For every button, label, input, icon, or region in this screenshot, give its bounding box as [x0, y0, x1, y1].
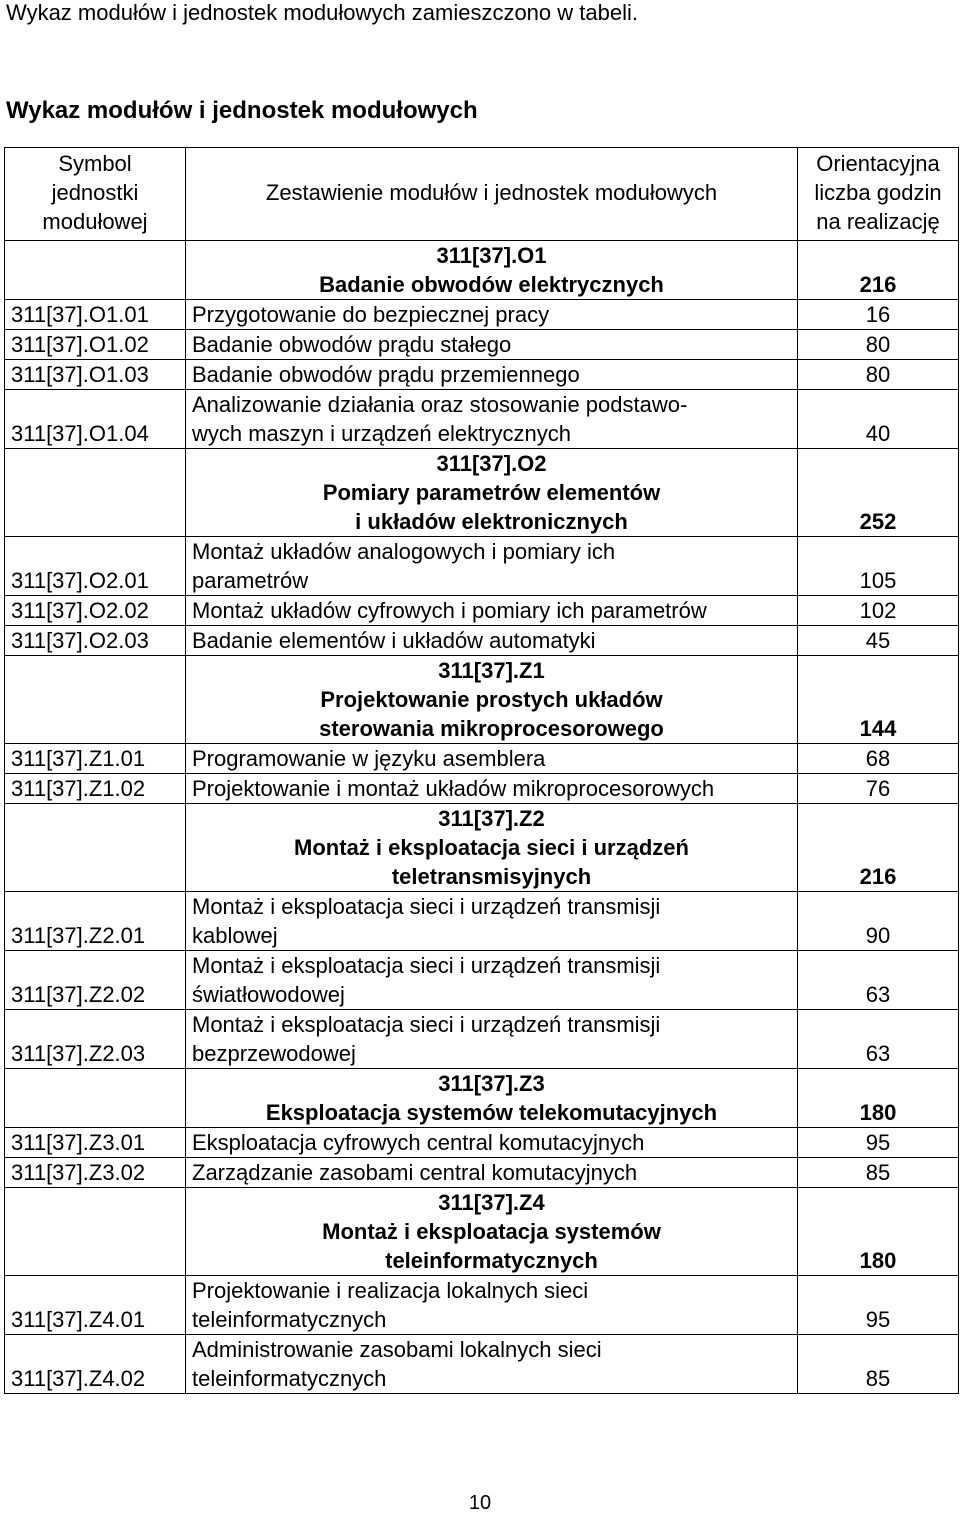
unit-row [5, 626, 959, 656]
module-row [5, 1188, 959, 1276]
name-line: Badanie elementów i układów automatyki [192, 628, 596, 653]
unit-row [5, 774, 959, 804]
unit-hours: 40 [798, 390, 959, 449]
unit-name [186, 300, 798, 330]
unit-name [186, 626, 798, 656]
name-line: Analizowanie działania oraz stosowanie podstawo- [192, 392, 688, 417]
unit-hours: 95 [798, 1276, 959, 1335]
unit-code: 311[37].O2.03 [5, 626, 186, 656]
table-body [5, 241, 959, 1394]
name-line: Badanie obwodów prądu przemiennego [192, 362, 580, 387]
name-line: Eksploatacja systemów telekomutacyjnych [265, 1100, 718, 1125]
name-line: Montaż i eksploatacja sieci i urządzeń [294, 835, 689, 860]
module-hours: 144 [798, 656, 959, 744]
unit-hours: 45 [798, 626, 959, 656]
header-name [186, 148, 798, 241]
unit-code: 311[37].O1.04 [5, 390, 186, 449]
unit-code: 311[37].Z3.02 [5, 1158, 186, 1188]
name-line: teleinformatycznych [192, 1366, 387, 1391]
name-line: kablowej [192, 923, 278, 948]
module-title [186, 804, 798, 892]
module-title [186, 241, 798, 300]
unit-row [5, 951, 959, 1010]
name-line: 311[37].Z1 [438, 658, 545, 683]
name-line: Pomiary parametrów elementów [322, 480, 661, 505]
unit-code [5, 804, 186, 892]
name-line: teleinformatycznych [385, 1248, 598, 1273]
name-line: sterowania mikroprocesorowego [319, 716, 664, 741]
name-line: Projektowanie prostych układów [320, 687, 663, 712]
table-title: Wykaz modułów i jednostek modułowych [6, 97, 478, 124]
name-line: 311[37].Z3 [438, 1071, 545, 1096]
unit-row [5, 300, 959, 330]
unit-row [5, 1128, 959, 1158]
name-line: Montaż układów analogowych i pomiary ich [192, 539, 616, 564]
unit-hours: 90 [798, 892, 959, 951]
header-hours [798, 148, 959, 241]
unit-code: 311[37].O2.01 [5, 537, 186, 596]
unit-row [5, 1335, 959, 1394]
unit-row [5, 537, 959, 596]
module-row [5, 241, 959, 300]
name-line: 311[37].Z4 [438, 1190, 545, 1215]
unit-code [5, 449, 186, 537]
header-symbol-line: Symbol [58, 151, 132, 176]
header-symbol [5, 148, 186, 241]
module-row [5, 1069, 959, 1128]
unit-code [5, 656, 186, 744]
header-name-text: Zestawienie modułów i jednostek modułowych [265, 180, 718, 205]
module-hours: 180 [798, 1069, 959, 1128]
name-line: 311[37].O2 [436, 451, 547, 476]
unit-name [186, 390, 798, 449]
unit-name [186, 951, 798, 1010]
unit-code: 311[37].Z4.01 [5, 1276, 186, 1335]
header-hours-line: Orientacyjna [816, 151, 940, 176]
unit-hours: 63 [798, 1010, 959, 1069]
header-hours-line: na realizację [816, 209, 940, 234]
unit-row [5, 1276, 959, 1335]
unit-row [5, 596, 959, 626]
unit-code [5, 241, 186, 300]
header-symbol-line: jednostki [51, 180, 139, 205]
name-line: Zarządzanie zasobami central komutacyjnych [192, 1160, 638, 1185]
unit-hours: 95 [798, 1128, 959, 1158]
unit-code: 311[37].Z1.02 [5, 774, 186, 804]
unit-hours: 80 [798, 330, 959, 360]
module-row [5, 656, 959, 744]
name-line: Montaż i eksploatacja sieci i urządzeń transmisji [192, 894, 661, 919]
unit-hours: 85 [798, 1335, 959, 1394]
module-title [186, 1188, 798, 1276]
name-line: teletransmisyjnych [391, 864, 592, 889]
name-line: Montaż i eksploatacja sieci i urządzeń transmisji [192, 1012, 661, 1037]
name-line: wych maszyn i urządzeń elektrycznych [192, 421, 572, 446]
name-line: Montaż i eksploatacja sieci i urządzeń transmisji [192, 953, 661, 978]
unit-name [186, 596, 798, 626]
unit-name [186, 1158, 798, 1188]
unit-hours: 76 [798, 774, 959, 804]
unit-row [5, 330, 959, 360]
name-line: światłowodowej [192, 982, 345, 1007]
name-line: i układów elektronicznych [355, 509, 628, 534]
module-title [186, 656, 798, 744]
unit-name [186, 1010, 798, 1069]
name-line: Eksploatacja cyfrowych central komutacyjnych [192, 1130, 645, 1155]
page-number: 10 [468, 1492, 492, 1514]
unit-row [5, 1010, 959, 1069]
unit-code: 311[37].Z2.02 [5, 951, 186, 1010]
unit-name [186, 774, 798, 804]
unit-code: 311[37].O1.03 [5, 360, 186, 390]
name-line: bezprzewodowej [192, 1041, 356, 1066]
unit-hours: 105 [798, 537, 959, 596]
unit-code: 311[37].O2.02 [5, 596, 186, 626]
module-row [5, 449, 959, 537]
module-title [186, 449, 798, 537]
unit-row [5, 360, 959, 390]
name-line: Montaż układów cyfrowych i pomiary ich parametrów [192, 598, 707, 623]
header-row [5, 148, 959, 241]
unit-name [186, 360, 798, 390]
unit-code: 311[37].Z3.01 [5, 1128, 186, 1158]
name-line: 311[37].O1 [436, 243, 547, 268]
unit-row [5, 1158, 959, 1188]
unit-name [186, 1128, 798, 1158]
header-hours-line: liczba godzin [814, 180, 942, 205]
module-hours: 180 [798, 1188, 959, 1276]
unit-hours: 80 [798, 360, 959, 390]
name-line: Montaż i eksploatacja systemów [322, 1219, 661, 1244]
module-row [5, 804, 959, 892]
unit-name [186, 1276, 798, 1335]
header-symbol-line: modułowej [42, 209, 148, 234]
name-line: teleinformatycznych [192, 1307, 387, 1332]
unit-row [5, 744, 959, 774]
unit-name [186, 1335, 798, 1394]
intro-text: Wykaz modułów i jednostek modułowych zamieszczono w tabeli. [6, 0, 638, 25]
unit-code: 311[37].Z2.03 [5, 1010, 186, 1069]
name-line: Badanie obwodów prądu stałego [192, 332, 512, 357]
name-line: 311[37].Z2 [438, 806, 545, 831]
unit-code: 311[37].O1.02 [5, 330, 186, 360]
unit-code: 311[37].O1.01 [5, 300, 186, 330]
unit-row [5, 390, 959, 449]
unit-name [186, 892, 798, 951]
name-line: Przygotowanie do bezpiecznej pracy [192, 302, 550, 327]
module-title [186, 1069, 798, 1128]
unit-hours: 85 [798, 1158, 959, 1188]
unit-name [186, 537, 798, 596]
name-line: Programowanie w języku asemblera [192, 746, 546, 771]
name-line: Projektowanie i realizacja lokalnych sieci [192, 1278, 589, 1303]
modules-table [4, 147, 959, 1394]
unit-code [5, 1188, 186, 1276]
name-line: Badanie obwodów elektrycznych [319, 272, 664, 297]
unit-hours: 102 [798, 596, 959, 626]
unit-code: 311[37].Z4.02 [5, 1335, 186, 1394]
unit-code [5, 1069, 186, 1128]
unit-code: 311[37].Z2.01 [5, 892, 186, 951]
unit-code: 311[37].Z1.01 [5, 744, 186, 774]
unit-hours: 63 [798, 951, 959, 1010]
unit-name [186, 744, 798, 774]
unit-hours: 68 [798, 744, 959, 774]
unit-name [186, 330, 798, 360]
unit-row [5, 892, 959, 951]
module-hours: 216 [798, 804, 959, 892]
unit-hours: 16 [798, 300, 959, 330]
name-line: parametrów [192, 568, 309, 593]
name-line: Projektowanie i montaż układów mikroprocesorowych [192, 776, 715, 801]
module-hours: 252 [798, 449, 959, 537]
name-line: Administrowanie zasobami lokalnych sieci [192, 1337, 602, 1362]
module-hours: 216 [798, 241, 959, 300]
